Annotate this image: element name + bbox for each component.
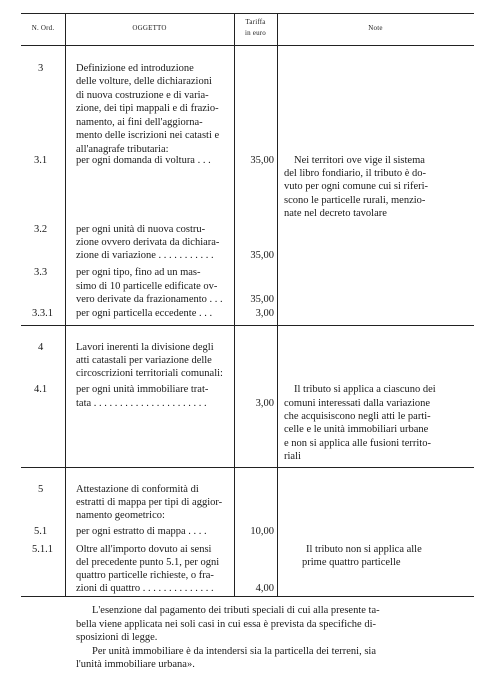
header-oggetto: OGGETTO [132, 24, 167, 32]
row-4-1-note-1: Il tributo si applica a ciascuno dei [294, 384, 436, 395]
column-divider-3 [277, 13, 278, 596]
row-3-1-note-5: nate nel decreto tavolare [284, 208, 387, 219]
table-bottom-border [21, 596, 474, 597]
row-3-1-number: 3.1 [34, 155, 48, 166]
row-5-1-1-fee: 4,00 [255, 583, 274, 594]
row-5-1-1-line-4: zioni di quattro . . . . . . . . . . . . . . [76, 583, 214, 594]
header-tariffa-1: Tariffa [245, 18, 266, 26]
row-3-line-6: mento delle iscrizioni nei catasti e [76, 130, 220, 141]
row-3-3-line-2: simo di 10 particelle edificate ov- [76, 281, 218, 292]
row-4-1-note-2: comuni interessati dalla variazione [284, 398, 431, 409]
row-5-1-1-line-3: quattro particelle richieste, o fra- [76, 570, 214, 581]
row-5-1-1-number: 5.1.1 [32, 544, 53, 555]
row-5-1-fee: 10,00 [250, 526, 274, 537]
footer-line-5: l'unità immobiliare urbana». [76, 659, 195, 670]
row-3-1-note-2: del libro fondiario, il tributo è do- [284, 168, 427, 179]
row-3-line-7: all'anagrafe tributaria: [76, 144, 169, 155]
row-3-3-1-fee: 3,00 [255, 308, 274, 319]
row-5-1-1-line-2: del precedente punto 5.1, per ogni [76, 557, 220, 568]
row-3-3-line-1: per ogni tipo, fino ad un mas- [76, 267, 201, 278]
row-4-1-line-1: per ogni unità immobiliare trat- [76, 384, 209, 395]
row-3-3-fee: 35,00 [250, 294, 274, 305]
row-5-line-1: Attestazione di conformità di [76, 484, 199, 495]
row-3-1-text: per ogni domanda di voltura . . . [76, 155, 211, 166]
row-3-1-fee: 35,00 [250, 155, 274, 166]
row-3-line-3: di nuova costruzione e di varia- [76, 90, 209, 101]
row-5-1-1-line-1: Oltre all'importo dovuto ai sensi [76, 544, 212, 555]
row-4-1-number: 4.1 [34, 384, 48, 395]
row-3-3-number: 3.3 [34, 267, 48, 278]
row-3-3-1-text: per ogni particella eccedente . . . [76, 308, 213, 319]
row-4-1-note-6: riali [284, 451, 301, 462]
row-5-line-2: estratti di mappa per tipi di aggior- [76, 497, 223, 508]
row-4-line-2: atti catastali per variazione delle [76, 355, 212, 366]
column-divider-2 [234, 13, 235, 596]
row-3-3-line-3: vero derivate da frazionamento . . . [76, 294, 223, 305]
row-3-line-1: Definizione ed introduzione [76, 63, 194, 74]
header-tariffa-2: in euro [244, 29, 267, 37]
column-divider-1 [65, 13, 66, 596]
row-4-1-note-4: celle e le unità immobiliari urbane [284, 424, 429, 435]
row-3-2-line-2: zione ovvero derivata da dichiara- [76, 237, 220, 248]
row-5-1-1-note-2: prime quattro particelle [302, 557, 401, 568]
footer-line-4: Per unità immobiliare è da intendersi sia la particella dei terreni, sia [92, 646, 376, 657]
row-3-2-line-1: per ogni unità di nuova costru- [76, 224, 206, 235]
row-3-number: 3 [38, 63, 44, 74]
row-3-1-note-1: Nei territori ove vige il sistema [294, 155, 425, 166]
header-num: N. Ord. [31, 24, 55, 32]
row-4-1-fee: 3,00 [255, 398, 274, 409]
row-3-line-2: delle volture, delle dichiarazioni [76, 76, 212, 87]
row-5-number: 5 [38, 484, 44, 495]
footer-line-3: sposizioni di legge. [76, 632, 158, 643]
header-bottom-border [21, 45, 474, 46]
row-3-2-number: 3.2 [34, 224, 48, 235]
row-3-2-fee: 35,00 [250, 250, 274, 261]
row-4-number: 4 [38, 342, 44, 353]
footer-line-2: bella viene applicata nei soli casi in cui essa è prevista da specifiche di- [76, 619, 377, 630]
row-5-1-1-note-1: Il tributo non si applica alle [306, 544, 422, 555]
section-divider-4 [21, 467, 474, 468]
row-3-1-note-4: scono le particelle rurali, menzio- [284, 195, 426, 206]
row-3-2-line-3: zione di variazione . . . . . . . . . . . [76, 250, 214, 261]
row-4-line-3: circoscrizioni territoriali comunali: [76, 368, 223, 379]
row-4-1-line-2: tata . . . . . . . . . . . . . . . . . . . . . . [76, 398, 207, 409]
table-top-border [21, 13, 474, 14]
row-4-line-1: Lavori inerenti la divisione degli [76, 342, 214, 353]
header-note: Note [368, 24, 383, 32]
row-3-line-4: zione, dei tipi mappali e di frazio- [76, 103, 219, 114]
row-5-line-3: namento geometrico: [76, 510, 165, 521]
row-3-1-note-3: vuto per ogni comune cui si riferi- [284, 181, 429, 192]
row-3-line-5: namento, ai fini dell'aggiorna- [76, 117, 203, 128]
row-5-1-number: 5.1 [34, 526, 48, 537]
row-5-1-text: per ogni estratto di mappa . . . . [76, 526, 207, 537]
row-4-1-note-3: che acquisiscono negli atti le parti- [284, 411, 431, 422]
row-4-1-note-5: e non si applica alle fusioni territo- [284, 438, 431, 449]
footer-line-1: L'esenzione dal pagamento dei tributi speciali di cui alla presente ta- [92, 605, 380, 616]
row-3-3-1-number: 3.3.1 [32, 308, 53, 319]
section-divider-3 [21, 325, 474, 326]
